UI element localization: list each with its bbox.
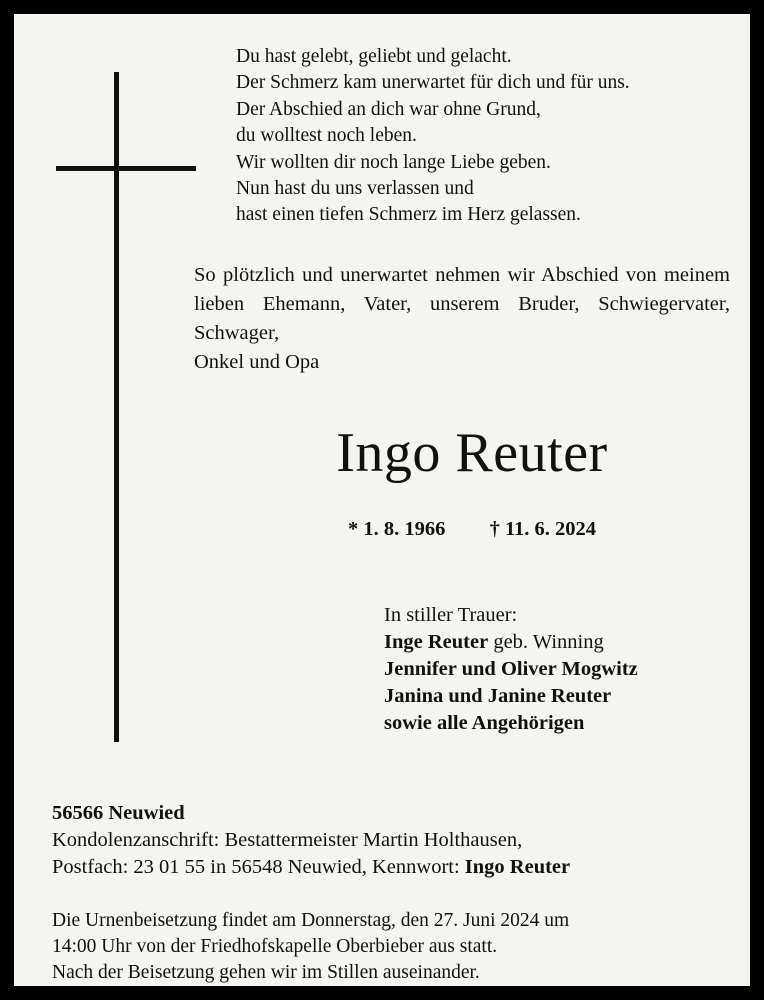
mourner-row (384, 656, 744, 683)
intro-block (194, 261, 730, 377)
address-block (52, 800, 742, 881)
obituary-notice (14, 14, 750, 986)
deceased-name: Ingo Reuter (336, 422, 608, 484)
mourner-name: sowie alle Angehörigen (384, 712, 585, 734)
condolence-keyword-name: Ingo Reuter (464, 856, 571, 878)
cross-horizontal-bar (56, 166, 196, 171)
funeral-details-block (52, 908, 742, 986)
mourner-name: Janina und Janine Reuter (384, 685, 612, 707)
cross-vertical-bar (114, 72, 119, 742)
poem-line: Nun hast du uns verlassen und (236, 178, 474, 200)
poem-line: Der Abschied an dich war ohne Grund, (236, 98, 541, 120)
poem-line: hast einen tiefen Schmerz im Herz gelassen. (236, 204, 581, 226)
poem-block (236, 44, 726, 229)
death-date: † 11. 6. 2024 (489, 518, 597, 540)
condolence-address-line: Kondolenzanschrift: Bestattermeister Martin Holthausen, (52, 829, 523, 851)
intro-text-lastline: Onkel und Opa (194, 351, 320, 373)
birth-date: * 1. 8. 1966 (347, 518, 446, 540)
city-line: 56566 Neuwied (52, 802, 185, 824)
mourner-row (384, 710, 744, 737)
poem-line: du wolltest noch leben. (236, 125, 417, 147)
funeral-details-line: Nach der Beisetzung gehen wir im Stillen auseinander. (52, 962, 480, 983)
mourner-suffix: geb. Winning (488, 631, 604, 653)
mourner-name: Inge Reuter (384, 631, 489, 653)
cross-icon (42, 72, 187, 742)
poem-line: Du hast gelebt, geliebt und gelacht. (236, 46, 512, 67)
poem-line: Wir wollten dir noch lange Liebe geben. (236, 151, 551, 173)
funeral-details-line: 14:00 Uhr von der Friedhofskapelle Oberbieber aus statt. (52, 936, 498, 957)
mourning-heading: In stiller Trauer: (384, 604, 518, 626)
life-dates (194, 518, 750, 541)
condolence-keyword-line (52, 854, 742, 881)
mourner-row (384, 629, 744, 656)
condolence-keyword-prefix: Postfach: 23 01 55 in 56548 Neuwied, Kennwort: (52, 856, 465, 878)
mourner-name: Jennifer und Oliver Mogwitz (384, 658, 638, 680)
poem-line: Der Schmerz kam unerwartet für dich und für uns. (236, 72, 630, 94)
mourners-block (384, 602, 744, 737)
intro-text: So plötzlich und unerwartet nehmen wir Abschied von meinem lieben Ehemann, Vater, unserem Bruder, Schwiegervater, Schwager, (194, 264, 730, 344)
funeral-details-line: Die Urnenbeisetzung findet am Donnerstag, den 27. Juni 2024 um (52, 910, 570, 931)
mourner-row (384, 683, 744, 710)
